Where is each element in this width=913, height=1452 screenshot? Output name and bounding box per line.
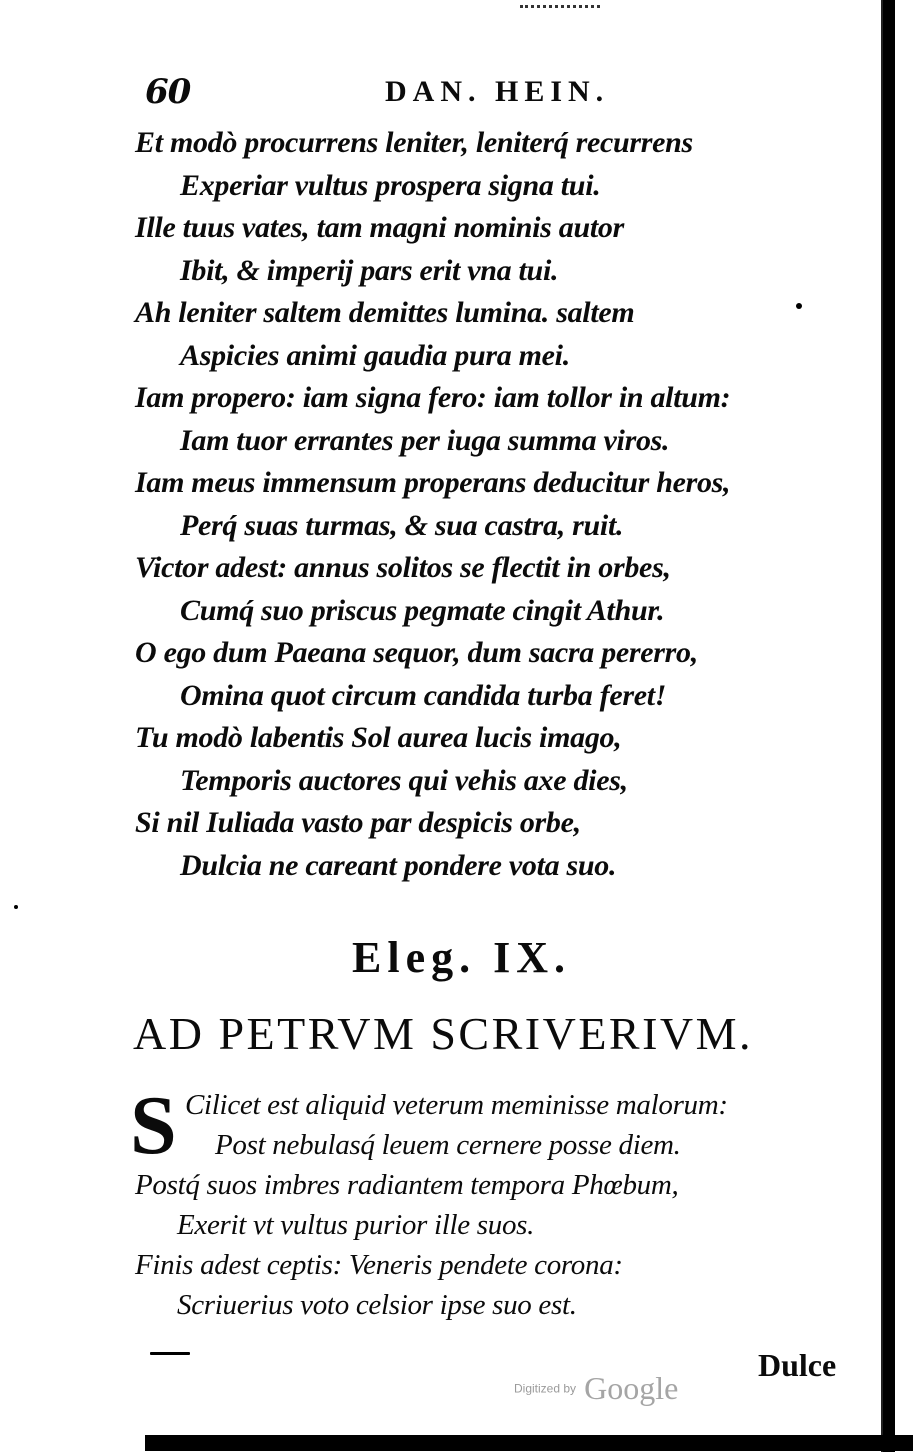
verse-line: Iam meus immensum properans deducitur heros, (135, 466, 731, 499)
watermark-small-text: Digitized by (514, 1381, 577, 1396)
running-head (145, 72, 705, 112)
verse-line: Ibit, & imperij pars erit vna tui. (180, 253, 559, 287)
verse-line: Experiar vultus prospera signa tui. (180, 168, 601, 202)
verse-line: Iam propero: iam signa fero: iam tollor in altum: (135, 381, 731, 414)
verse-line: Post nebulasq́ leuem cernere posse diem. (215, 1129, 681, 1161)
verse-line: Victor adest: annus solitos se flectit in orbes, (135, 551, 671, 584)
scan-speck (14, 905, 18, 909)
elegy-ix-verses (135, 1085, 865, 1325)
verse-line: Postq́ suos imbres radiantem tempora Phœbum, (135, 1169, 679, 1201)
verse-line: Et modò procurrens leniter, leniterq́ recurrens (135, 126, 693, 159)
top-edge-specks (520, 0, 600, 8)
verse-line: Si nil Iuliada vasto par despicis orbe, (135, 806, 581, 839)
verse-line: Aspicies animi gaudia pura mei. (180, 338, 570, 372)
drop-cap: S (130, 1079, 177, 1172)
verse-line: Exerit vt vultus purior ille suos. (177, 1209, 535, 1241)
verse-line: Dulcia ne careant pondere vota suo. (180, 848, 617, 882)
verse-line: Iam tuor errantes per iuga summa viros. (180, 423, 670, 457)
verse-line: Omina quot circum candida turba feret! (180, 678, 667, 712)
page-edge-right (883, 0, 895, 1452)
watermark-logo-text: Google (584, 1370, 679, 1406)
verse-line: Temporis auctores qui vehis axe dies, (180, 763, 628, 797)
verse-line: Finis adest ceptis: Veneris pendete corona: (135, 1249, 623, 1281)
page-edge-bottom (145, 1435, 913, 1451)
catchword: Dulce (758, 1347, 837, 1383)
verse-line: Perq́ suas turmas, & sua castra, ruit. (180, 508, 624, 542)
running-head-title: DAN. HEIN. (385, 75, 610, 108)
verse-line: Scriuerius voto celsior ipse suo est. (177, 1289, 577, 1321)
elegy-viii-closing-verses (135, 122, 865, 887)
verse-line: Ille tuus vates, tam magni nominis autor (135, 211, 624, 244)
verse-line: Ah leniter saltem demittes lumina. saltem (135, 296, 635, 329)
verse-line: Tu modò labentis Sol aurea lucis imago, (135, 721, 622, 754)
scan-speck (150, 1352, 190, 1355)
elegy-title: AD PETRVM SCRIVERIVM. (133, 1008, 754, 1059)
scan-speck (796, 303, 802, 309)
verse-line: O ego dum Paeana sequor, dum sacra pererro, (135, 636, 698, 669)
digitization-watermark (514, 1370, 678, 1407)
page-number: 60 (145, 72, 191, 112)
elegy-number: Eleg. IX. (352, 933, 571, 982)
verse-line: Cumq́ suo priscus pegmate cingit Athur. (180, 593, 665, 627)
verse-line: Cilicet est aliquid veterum meminisse malorum: (185, 1089, 728, 1121)
